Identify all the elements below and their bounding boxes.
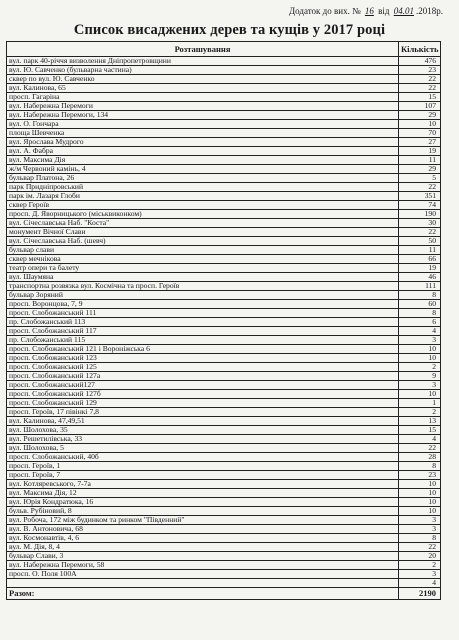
quantity-cell: 10: [399, 498, 441, 507]
quantity-cell: 20: [399, 552, 441, 561]
location-cell: театр опери та балету: [7, 264, 399, 273]
table-row: [7, 372, 441, 381]
table-row: [7, 210, 441, 219]
location-cell: просп. Слобожанський 127а: [7, 372, 399, 381]
location-cell: сквер мечнікова: [7, 255, 399, 264]
quantity-cell: 10: [399, 507, 441, 516]
quantity-cell: 351: [399, 192, 441, 201]
location-cell: просп. Гагаріна: [7, 93, 399, 102]
location-cell: просп. Слобожанський 117: [7, 327, 399, 336]
location-cell: вул. Максима Дія, 12: [7, 489, 399, 498]
quantity-cell: 22: [399, 183, 441, 192]
quantity-cell: 29: [399, 111, 441, 120]
location-cell: просп. Слобожанський, 40б: [7, 453, 399, 462]
table-row: [7, 129, 441, 138]
location-cell: вул. Юрія Кондратюка, 16: [7, 498, 399, 507]
quantity-cell: 3: [399, 525, 441, 534]
quantity-cell: 1: [399, 399, 441, 408]
reference-date: 04.01: [393, 6, 414, 16]
location-cell: вул. Робоча, 172 між будинком та ринком "Південний": [7, 516, 399, 525]
location-cell: вул. Ярослава Мудрого: [7, 138, 399, 147]
table-row: [7, 138, 441, 147]
quantity-cell: 15: [399, 426, 441, 435]
table-row: [7, 570, 441, 579]
location-cell: вул. Ю. Савченко (бульварна частина): [7, 66, 399, 75]
quantity-cell: 107: [399, 102, 441, 111]
column-header-quantity: Кількість: [399, 42, 441, 57]
planting-table: [6, 41, 441, 600]
quantity-cell: 70: [399, 129, 441, 138]
location-cell: бульв. Рубіновий, 8: [7, 507, 399, 516]
table-row: [7, 507, 441, 516]
table-row: [7, 498, 441, 507]
location-cell: просп. Героїв, 17 півінкі 7,8: [7, 408, 399, 417]
table-row: [7, 354, 441, 363]
location-cell: вул. А. Фабра: [7, 147, 399, 156]
quantity-cell: 111: [399, 282, 441, 291]
reference-year: .2018р.: [416, 6, 443, 16]
table-row: [7, 255, 441, 264]
table-row: [7, 426, 441, 435]
location-cell: просп. Героїв, 7: [7, 471, 399, 480]
quantity-cell: 3: [399, 381, 441, 390]
quantity-cell: 46: [399, 273, 441, 282]
table-row: [7, 309, 441, 318]
page-title: Список висаджених дерев та кущів у 2017 році: [73, 22, 386, 38]
quantity-cell: 29: [399, 165, 441, 174]
table-row: [7, 93, 441, 102]
table-row: [7, 246, 441, 255]
table-row: [7, 102, 441, 111]
quantity-cell: 5: [399, 174, 441, 183]
location-cell: вул. парк 40-річчя визволення Дніпропетровщини: [7, 57, 399, 66]
quantity-cell: 8: [399, 309, 441, 318]
quantity-cell: 66: [399, 255, 441, 264]
reference-prefix: Додаток до вих. №: [289, 6, 361, 16]
quantity-cell: 2: [399, 363, 441, 372]
table-row: [7, 417, 441, 426]
location-cell: вул. Калинова, 47,49,51: [7, 417, 399, 426]
table-row: [7, 471, 441, 480]
location-cell: сквер по вул. Ю. Савченко: [7, 75, 399, 84]
location-cell: вул. Котляревського, 7-7а: [7, 480, 399, 489]
table-row: [7, 525, 441, 534]
table-row: [7, 84, 441, 93]
table-row: [7, 489, 441, 498]
table-row: [7, 363, 441, 372]
table-row: [7, 264, 441, 273]
quantity-cell: 8: [399, 534, 441, 543]
table-body: [7, 57, 441, 588]
location-cell: вул. Набережна Перемоги: [7, 102, 399, 111]
table-row: [7, 561, 441, 570]
location-cell: просп. Слобожанський 129: [7, 399, 399, 408]
table-row: [7, 390, 441, 399]
total-row: [7, 588, 441, 600]
table-row: [7, 237, 441, 246]
table-row: [7, 462, 441, 471]
quantity-cell: 8: [399, 462, 441, 471]
quantity-cell: 10: [399, 345, 441, 354]
quantity-cell: 3: [399, 516, 441, 525]
quantity-cell: 4: [399, 579, 441, 588]
quantity-cell: 19: [399, 264, 441, 273]
location-cell: бульвар слави: [7, 246, 399, 255]
reference-from: від: [378, 6, 390, 16]
quantity-cell: 22: [399, 543, 441, 552]
quantity-cell: 2: [399, 408, 441, 417]
quantity-cell: 6: [399, 318, 441, 327]
table-row: [7, 282, 441, 291]
location-cell: вул. О. Гончара: [7, 120, 399, 129]
quantity-cell: 10: [399, 354, 441, 363]
table-row: [7, 201, 441, 210]
location-cell: пр. Слобожанський 113: [7, 318, 399, 327]
table-row: [7, 345, 441, 354]
table-row: [7, 399, 441, 408]
quantity-cell: 30: [399, 219, 441, 228]
table-row: [7, 300, 441, 309]
quantity-cell: 476: [399, 57, 441, 66]
table-row: [7, 534, 441, 543]
quantity-cell: 10: [399, 489, 441, 498]
quantity-cell: 13: [399, 417, 441, 426]
quantity-cell: 11: [399, 246, 441, 255]
table-row: [7, 480, 441, 489]
quantity-cell: 15: [399, 93, 441, 102]
location-cell: просп. Слобожанський 125: [7, 363, 399, 372]
quantity-cell: 50: [399, 237, 441, 246]
table-row: [7, 543, 441, 552]
quantity-cell: 8: [399, 291, 441, 300]
quantity-cell: 3: [399, 336, 441, 345]
quantity-cell: 22: [399, 84, 441, 93]
quantity-cell: 3: [399, 570, 441, 579]
reference-number: 16: [364, 6, 374, 16]
table-row: [7, 156, 441, 165]
location-cell: вул. В. Антоновича, 68: [7, 525, 399, 534]
table-row: [7, 147, 441, 156]
table-row: [7, 192, 441, 201]
location-cell: просп. О. Поля 100А: [7, 570, 399, 579]
location-cell: вул. Калинова, 65: [7, 84, 399, 93]
location-cell: просп. Слобожанський 121 і Вороніжська 6: [7, 345, 399, 354]
table-row: [7, 75, 441, 84]
quantity-cell: 2: [399, 561, 441, 570]
document-reference: [289, 6, 443, 16]
quantity-cell: 4: [399, 327, 441, 336]
table-header-row: [7, 42, 441, 57]
location-cell: вул. Набережна Перемоги, 58: [7, 561, 399, 570]
table-row: [7, 228, 441, 237]
table-row: [7, 273, 441, 282]
location-cell: пр. Слобожанський 115: [7, 336, 399, 345]
location-cell: просп. Воронцова, 7, 9: [7, 300, 399, 309]
location-cell: просп. Слобожанський 111: [7, 309, 399, 318]
table-row: [7, 165, 441, 174]
quantity-cell: 22: [399, 75, 441, 84]
table-row: [7, 66, 441, 75]
table-row: [7, 219, 441, 228]
location-cell: [7, 579, 399, 588]
location-cell: парк Придніпровський: [7, 183, 399, 192]
table-row: [7, 174, 441, 183]
table-row: [7, 516, 441, 525]
quantity-cell: 10: [399, 480, 441, 489]
quantity-cell: 22: [399, 444, 441, 453]
table-row: [7, 327, 441, 336]
table-row: [7, 444, 441, 453]
total-value: 2190: [399, 588, 441, 600]
location-cell: вул. Шолохова, 35: [7, 426, 399, 435]
quantity-cell: 4: [399, 435, 441, 444]
table-row: [7, 435, 441, 444]
location-cell: вул. Космонавтів, 4, 6: [7, 534, 399, 543]
table-row: [7, 120, 441, 129]
table-row: [7, 318, 441, 327]
location-cell: вул. Січеславська Наб. (шевч): [7, 237, 399, 246]
location-cell: просп. Д. Яворницького (міськвиконком): [7, 210, 399, 219]
location-cell: бульвар Слави, 3: [7, 552, 399, 561]
location-cell: вул. Шолохова, 5: [7, 444, 399, 453]
quantity-cell: 11: [399, 156, 441, 165]
location-cell: сквер Героїв: [7, 201, 399, 210]
quantity-cell: 10: [399, 390, 441, 399]
location-cell: монумент Вічної Слави: [7, 228, 399, 237]
quantity-cell: 23: [399, 471, 441, 480]
location-cell: просп. Слобожанський127: [7, 381, 399, 390]
location-cell: просп. Героїв, 1: [7, 462, 399, 471]
table-row: [7, 381, 441, 390]
location-cell: просп. Слобожанський 123: [7, 354, 399, 363]
table-row: [7, 111, 441, 120]
table-row: [7, 579, 441, 588]
quantity-cell: 28: [399, 453, 441, 462]
column-header-location: Розташування: [7, 42, 399, 57]
quantity-cell: 190: [399, 210, 441, 219]
location-cell: вул. Максима Дія: [7, 156, 399, 165]
quantity-cell: 9: [399, 372, 441, 381]
quantity-cell: 27: [399, 138, 441, 147]
table-row: [7, 57, 441, 66]
table-row: [7, 552, 441, 561]
location-cell: парк ім. Лазаря Глоби: [7, 192, 399, 201]
quantity-cell: 10: [399, 120, 441, 129]
quantity-cell: 19: [399, 147, 441, 156]
quantity-cell: 22: [399, 228, 441, 237]
location-cell: площа Шевченка: [7, 129, 399, 138]
location-cell: ж/м Червоний камінь, 4: [7, 165, 399, 174]
total-label: Разом:: [7, 588, 399, 600]
table-row: [7, 336, 441, 345]
location-cell: вул. М. Дія, 8, 4: [7, 543, 399, 552]
location-cell: транспортна розвязка вул. Космічна та просп. Героїв: [7, 282, 399, 291]
location-cell: просп. Слобожанський 127б: [7, 390, 399, 399]
location-cell: вул. Набережна Перемоги, 134: [7, 111, 399, 120]
table-row: [7, 291, 441, 300]
table-row: [7, 408, 441, 417]
location-cell: вул. Січеславська Наб. "Коста": [7, 219, 399, 228]
table-row: [7, 453, 441, 462]
quantity-cell: 23: [399, 66, 441, 75]
location-cell: бульвар Платона, 26: [7, 174, 399, 183]
location-cell: бульвар Зоряний: [7, 291, 399, 300]
quantity-cell: 60: [399, 300, 441, 309]
quantity-cell: 74: [399, 201, 441, 210]
location-cell: вул. Шаумяна: [7, 273, 399, 282]
location-cell: вул. Решетилівська, 33: [7, 435, 399, 444]
table-row: [7, 183, 441, 192]
